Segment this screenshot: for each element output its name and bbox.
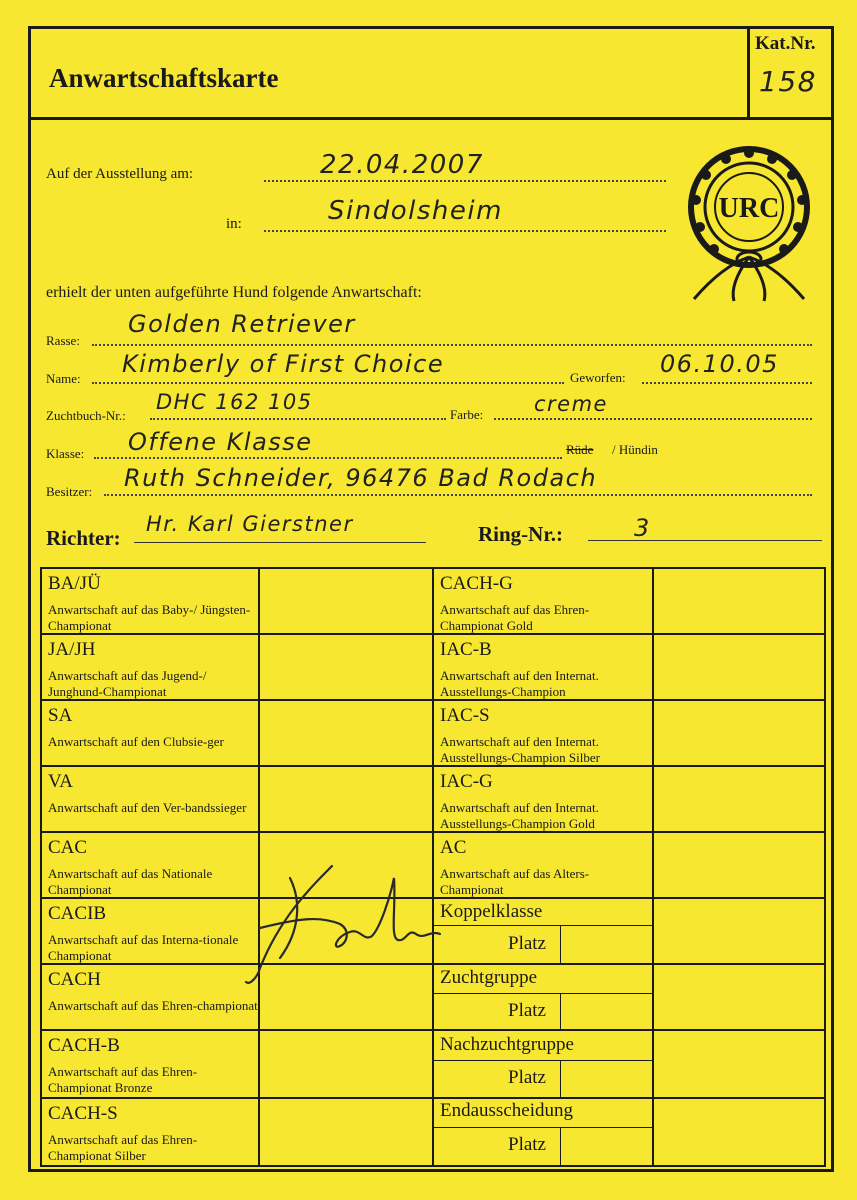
right-title-7: Zuchtgruppe bbox=[440, 967, 538, 988]
left-desc-3: Anwartschaft auf den Clubsie-ger bbox=[48, 734, 224, 749]
richter-value: Hr. Karl Gierstner bbox=[146, 512, 354, 536]
name-dotted-line bbox=[92, 382, 564, 384]
right-title-8: Nachzuchtgruppe bbox=[440, 1034, 574, 1055]
richter-line bbox=[134, 542, 426, 543]
klasse-label: Klasse: bbox=[46, 446, 85, 461]
right-desc-2: Anwartschaft auf den Internat. Ausstellungs-Champion bbox=[440, 668, 599, 699]
grid-vline-3 bbox=[652, 567, 654, 1167]
farbe-label: Farbe: bbox=[450, 407, 484, 422]
platz-box-top-3 bbox=[432, 1060, 652, 1061]
ruede-label: Rüde bbox=[566, 442, 594, 457]
left-desc-4: Anwartschaft auf den Ver-bandssieger bbox=[48, 800, 247, 815]
judge-signature bbox=[240, 858, 450, 988]
left-desc-8: Anwartschaft auf das Ehren-Championat Bronze bbox=[48, 1064, 198, 1095]
ring-value: 3 bbox=[634, 514, 651, 542]
date-value: 22.04.2007 bbox=[320, 150, 484, 180]
platz-box-div-3 bbox=[560, 1060, 561, 1097]
platz-box-div-2 bbox=[560, 993, 561, 1029]
left-title-6: CACIB bbox=[48, 903, 107, 924]
date-dotted-line bbox=[264, 180, 666, 182]
zuchtbuch-label: Zuchtbuch-Nr.: bbox=[46, 408, 126, 423]
platz-label-1: Platz bbox=[508, 933, 546, 954]
right-desc-4: Anwartschaft auf den Internat. Ausstellungs-Champion Gold bbox=[440, 800, 599, 831]
right-title-5: AC bbox=[440, 837, 467, 858]
place-dotted-line bbox=[264, 230, 666, 232]
left-desc-6: Anwartschaft auf das Interna-tionale Championat bbox=[48, 932, 239, 963]
right-title-4: IAC-G bbox=[440, 771, 493, 792]
zuchtbuch-value: DHC 162 105 bbox=[156, 390, 313, 414]
besitzer-value: Ruth Schneider, 96476 Bad Rodach bbox=[124, 464, 598, 492]
klasse-dotted-line bbox=[94, 457, 562, 459]
platz-box-div-1 bbox=[560, 925, 561, 963]
left-title-1: BA/JÜ bbox=[48, 573, 101, 594]
geworfen-value: 06.10.05 bbox=[660, 350, 779, 378]
kat-box-divider bbox=[747, 29, 750, 117]
klasse-value: Offene Klasse bbox=[128, 428, 313, 456]
intro-text: erhielt der unten aufgeführte Hund folgende Anwartschaft: bbox=[46, 284, 422, 301]
left-title-8: CACH-B bbox=[48, 1035, 120, 1056]
platz-box-top-4 bbox=[432, 1127, 652, 1128]
right-title-2: IAC-B bbox=[440, 639, 492, 660]
card-title: Anwartschaftskarte bbox=[49, 63, 279, 93]
name-label: Name: bbox=[46, 371, 81, 386]
rasse-value: Golden Retriever bbox=[128, 310, 356, 338]
left-title-7: CACH bbox=[48, 969, 101, 990]
geworfen-dotted-line bbox=[642, 382, 812, 384]
right-desc-5: Anwartschaft auf das Alters-Championat bbox=[440, 866, 590, 897]
kat-nr-value: 158 bbox=[759, 65, 817, 98]
rasse-dotted-line bbox=[92, 344, 812, 346]
name-value: Kimberly of First Choice bbox=[122, 350, 445, 378]
farbe-value: creme bbox=[534, 392, 608, 416]
right-desc-3: Anwartschaft auf den Internat. Ausstellungs-Champion Silber bbox=[440, 734, 600, 765]
richter-label: Richter: bbox=[46, 526, 121, 550]
right-title-3: IAC-S bbox=[440, 705, 490, 726]
left-title-2: JA/JH bbox=[48, 639, 96, 660]
logo-text: URC bbox=[718, 193, 780, 224]
right-title-9: Endausscheidung bbox=[440, 1100, 573, 1121]
date-label: Auf der Ausstellung am: bbox=[46, 166, 194, 182]
platz-box-top-2 bbox=[432, 993, 652, 994]
platz-label-2: Platz bbox=[508, 1000, 546, 1021]
left-desc-7: Anwartschaft auf das Ehren-championat bbox=[48, 998, 258, 1013]
left-title-3: SA bbox=[48, 705, 73, 726]
grid-hline-8 bbox=[40, 1097, 826, 1099]
platz-box-div-4 bbox=[560, 1127, 561, 1167]
urc-logo bbox=[686, 145, 816, 305]
right-title-1: CACH-G bbox=[440, 573, 513, 594]
zuchtbuch-dotted-line bbox=[150, 418, 446, 420]
platz-box-top-1 bbox=[432, 925, 652, 926]
left-desc-9: Anwartschaft auf das Ehren-Championat Silber bbox=[48, 1132, 198, 1163]
platz-label-3: Platz bbox=[508, 1067, 546, 1088]
ring-label: Ring-Nr.: bbox=[478, 522, 563, 546]
farbe-dotted-line bbox=[494, 418, 812, 420]
place-label: in: bbox=[226, 216, 242, 232]
grid-hline-3 bbox=[40, 765, 826, 767]
grid-hline-4 bbox=[40, 831, 826, 833]
left-desc-2: Anwartschaft auf das Jugend-/ Junghund-Championat bbox=[48, 668, 207, 699]
left-title-4: VA bbox=[48, 771, 73, 792]
right-title-6: Koppelklasse bbox=[440, 901, 543, 922]
huendin-label: / Hündin bbox=[612, 442, 658, 457]
ring-line bbox=[588, 540, 822, 541]
left-desc-5: Anwartschaft auf das Nationale Championat bbox=[48, 866, 213, 897]
left-desc-1: Anwartschaft auf das Baby-/ Jüngsten-Championat bbox=[48, 602, 251, 633]
rasse-label: Rasse: bbox=[46, 333, 80, 348]
left-title-9: CACH-S bbox=[48, 1103, 118, 1124]
platz-label-4: Platz bbox=[508, 1134, 546, 1155]
right-desc-1: Anwartschaft auf das Ehren-Championat Gold bbox=[440, 602, 590, 633]
besitzer-dotted-line bbox=[104, 494, 812, 496]
geworfen-label: Geworfen: bbox=[570, 370, 626, 385]
grid-hline-7 bbox=[40, 1029, 826, 1031]
header-divider bbox=[31, 117, 831, 120]
left-title-5: CAC bbox=[48, 837, 88, 858]
besitzer-label: Besitzer: bbox=[46, 484, 93, 499]
kat-nr-label: Kat.Nr. bbox=[755, 33, 816, 54]
place-value: Sindolsheim bbox=[328, 196, 503, 226]
